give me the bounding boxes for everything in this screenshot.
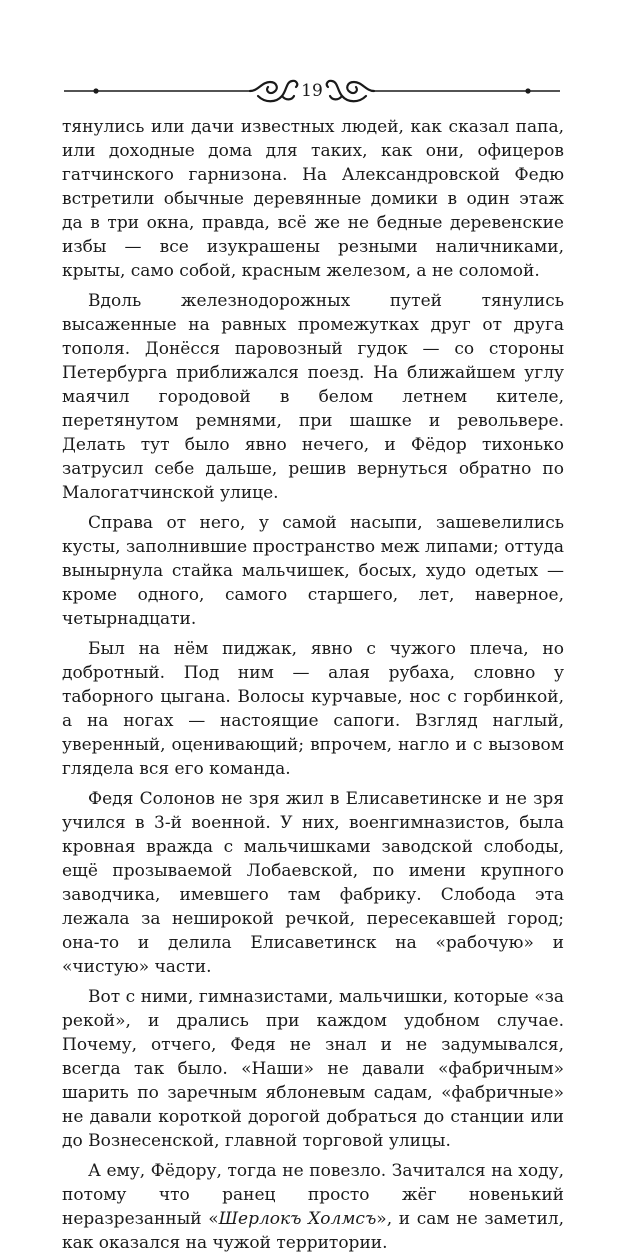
- running-header: [62, 72, 562, 112]
- body-text: [62, 115, 564, 1255]
- paragraph: Справа от него, у самой насыпи, зашевелились кусты, заполнившие пространство меж липами; оттуда вынырнула стайка мальчишек, босых, худо одетых — кроме одного, самого старшего, лет, наверное, четырнадцати.: [62, 513, 564, 629]
- book-title: Шерлокъ Холмсъ: [218, 1209, 377, 1229]
- paragraph: тянулись или дачи известных людей, как сказал папа, или доходные дома для таких, как они, офицеров гатчинского гарнизона. На Александровской Федю встретили обычные деревянные домики в один этаж да в три окна, правда, всё же не бедные деревенские избы — все изукрашены резными наличниками, крыты, само собой, красным железом, а не соломой.: [62, 117, 564, 281]
- paragraph: [62, 1159, 564, 1255]
- paragraph: Федя Солонов не зря жил в Елисаветинске и не зря учился в 3-й военной. У них, военгимназистов, была кровная вражда с мальчишками заводской слободы, ещё прозываемой Лобаевской, по имени крупного заводчика, имевшего там фабрику. Слобода эта лежала за неширокой речкой, пересекавшей город; она-то и делила Елисаветинск на «рабочую» и «чистую» части.: [62, 789, 564, 977]
- page-number: 19: [301, 81, 323, 101]
- paragraph: Вдоль железнодорожных путей тянулись высаженные на равных промежутках друг от друга тополя. Донёсся паровозный гудок — со стороны Петербурга приближался поезд. На ближайшем углу маячил городовой в белом летнем кителе, перетянутом ремнями, при шашке и револьвере. Делать тут было явно нечего, и Фёдор тихонько затрусил себе дальше, решив вернуться обратно по Малогатчинской улице.: [62, 291, 564, 503]
- paragraph: Был на нём пиджак, явно с чужого плеча, но добротный. Под ним — алая рубаха, словно у таборного цыгана. Волосы курчавые, нос с горбинкой, а на ногах — настоящие сапоги. Взгляд наглый, уверенный, оценивающий; впрочем, нагло и с вызовом глядела вся его команда.: [62, 639, 564, 779]
- paragraph-text: », и сам не заметил, как оказался на чужой территории.: [62, 1209, 564, 1253]
- paragraph-text: А ему, Фёдору, тогда не повезло. Зачитался на ходу, потому что ранец просто жёг новенький неразрезанный «: [62, 1161, 564, 1229]
- paragraph: Вот с ними, гимназистами, мальчишки, которые «за рекой», и дрались при каждом удобном случае. Почему, отчего, Федя не знал и не задумывался, всегда так было. «Наши» не давали «фабричным» шарить по заречным яблоневым садам, «фабричные» не давали короткой дорогой добраться до станции или до Вознесенской, главной торговой улицы.: [62, 987, 564, 1151]
